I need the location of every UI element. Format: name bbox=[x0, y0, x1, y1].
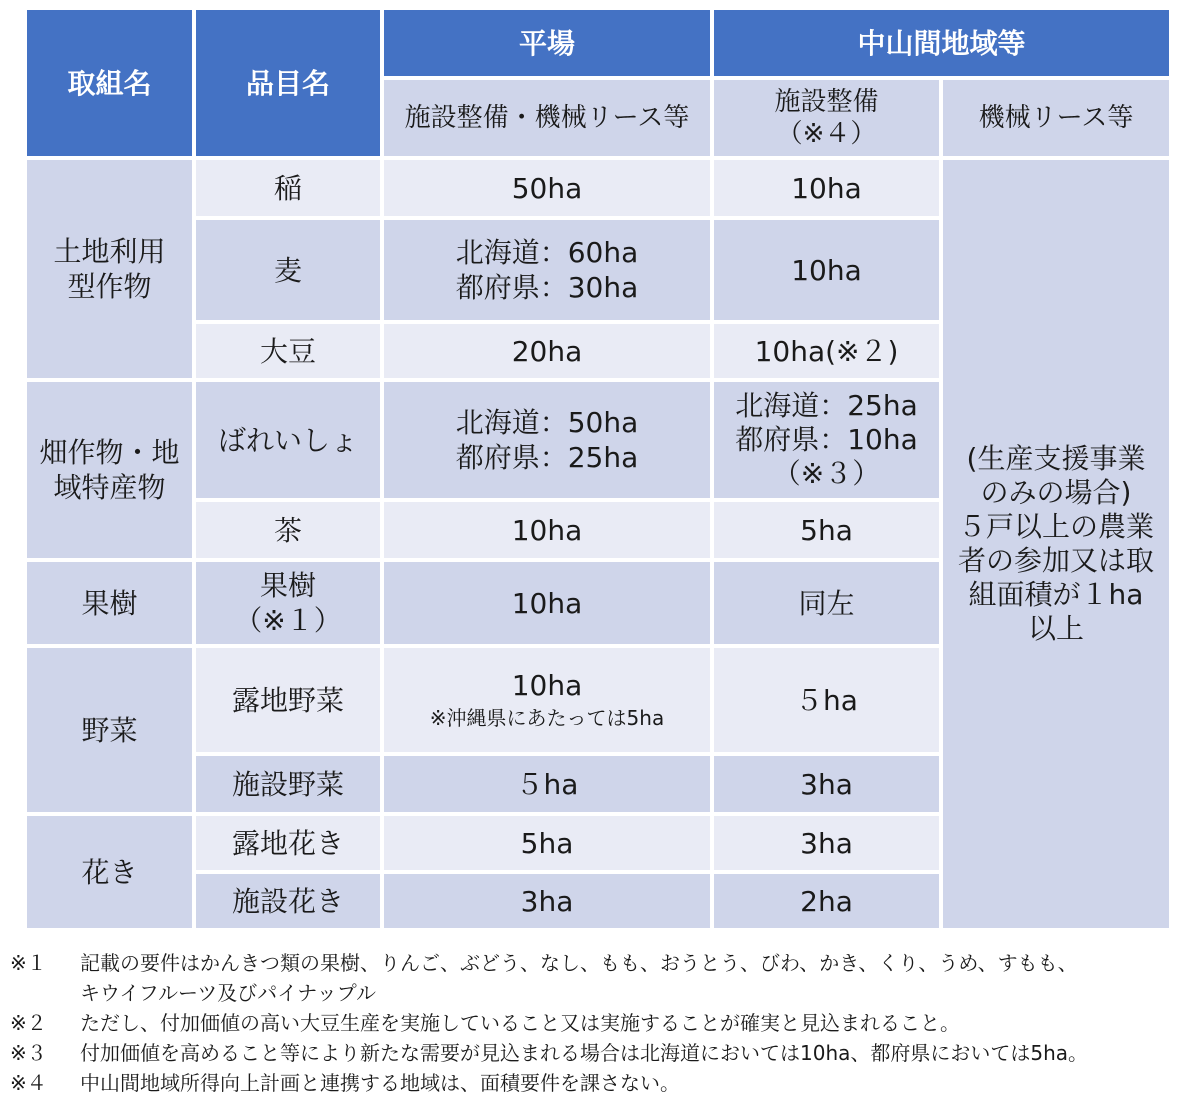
item-label: 稲 bbox=[273, 171, 302, 205]
hiraba-value: 都府県：30ha bbox=[455, 271, 639, 304]
hiraba-value: 3ha bbox=[520, 884, 574, 918]
header-hiraba bbox=[384, 10, 710, 76]
hiraba-value: ５ha bbox=[515, 767, 579, 801]
hiraba-value: 都府県：25ha bbox=[455, 441, 639, 474]
hiraba-cell bbox=[384, 502, 710, 558]
item-cell bbox=[196, 874, 380, 928]
footnote-line: 中山間地域所得向上計画と連携する地域は、面積要件を課さない。 bbox=[80, 1071, 680, 1095]
lease-requirement-line: 以上 bbox=[1027, 612, 1084, 645]
hiraba-value: 20ha bbox=[511, 334, 583, 368]
chusankan-facility-cell bbox=[714, 220, 939, 320]
chusankan-facility-value: 都府県：10ha bbox=[735, 423, 918, 456]
hiraba-cell bbox=[384, 220, 710, 320]
chusankan-facility-cell bbox=[714, 502, 939, 558]
footnotes bbox=[10, 948, 1190, 1098]
hiraba-cell bbox=[384, 382, 710, 498]
footnote-text bbox=[80, 1068, 680, 1098]
item-label: 果樹 bbox=[259, 569, 316, 602]
hiraba-cell bbox=[384, 160, 710, 216]
footnote-2 bbox=[10, 1008, 1190, 1038]
category-cell bbox=[27, 562, 192, 644]
chusankan-facility-value: 3ha bbox=[800, 826, 853, 860]
chusankan-facility-value: 北海道：25ha bbox=[735, 389, 918, 422]
hiraba-cell bbox=[384, 648, 710, 752]
category-label: 畑作物・地 bbox=[39, 436, 180, 469]
item-cell bbox=[196, 562, 380, 644]
chusankan-facility-value: 5ha bbox=[800, 513, 853, 547]
header-hinmoku bbox=[196, 10, 380, 156]
category-cell bbox=[27, 382, 192, 558]
item-cell bbox=[196, 220, 380, 320]
header-torikumi-label: 取組名 bbox=[67, 66, 152, 100]
footnote-mark: ※３ bbox=[10, 1041, 47, 1065]
item-label: 露地野菜 bbox=[231, 683, 344, 717]
category-cell bbox=[27, 160, 192, 378]
item-label: 茶 bbox=[273, 513, 302, 547]
hiraba-value: 10ha bbox=[511, 668, 583, 702]
hiraba-cell bbox=[384, 756, 710, 812]
hiraba-value: 北海道：50ha bbox=[455, 406, 639, 439]
chusankan-facility-cell bbox=[714, 562, 939, 644]
category-cell bbox=[27, 648, 192, 812]
header-chusankan-label: 中山間地域等 bbox=[857, 26, 1026, 60]
footnote-line: 付加価値を高めること等により新たな需要が見込まれる場合は北海道においては10ha、都府県においては5ha。 bbox=[80, 1041, 1089, 1065]
lease-requirement-line: のみの場合) bbox=[980, 476, 1132, 509]
subheader-chusankan-facility-note: （※４） bbox=[776, 119, 877, 149]
chusankan-facility-value: 同左 bbox=[798, 586, 855, 620]
footnote-line: 記載の要件はかんきつ類の果樹、りんご、ぶどう、なし、もも、おうとう、びわ、かき、くり、うめ、すもも、 bbox=[80, 951, 1078, 975]
footnote-text bbox=[80, 1008, 960, 1038]
item-label: 施設野菜 bbox=[231, 767, 344, 801]
category-label: 花き bbox=[81, 855, 138, 889]
hiraba-cell bbox=[384, 816, 710, 870]
footnote-3 bbox=[10, 1038, 1190, 1068]
item-note: （※１） bbox=[234, 604, 342, 637]
hiraba-value: 5ha bbox=[520, 826, 574, 860]
subheader-hiraba-label: 施設整備・機械リース等 bbox=[404, 103, 690, 133]
header-hiraba-label: 平場 bbox=[518, 26, 575, 60]
footnote-mark: ※２ bbox=[10, 1011, 47, 1035]
category-label: 果樹 bbox=[81, 586, 138, 620]
item-label: 露地花き bbox=[231, 826, 344, 860]
chusankan-facility-cell bbox=[714, 160, 939, 216]
chusankan-facility-value: 10ha bbox=[791, 253, 862, 287]
category-cell bbox=[27, 816, 192, 928]
hiraba-cell bbox=[384, 874, 710, 928]
chusankan-lease-requirement-cell bbox=[943, 160, 1169, 928]
item-cell bbox=[196, 816, 380, 870]
subheader-chusankan-lease-label: 機械リース等 bbox=[978, 103, 1134, 133]
hiraba-value: 北海道：60ha bbox=[455, 236, 639, 269]
footnote-line: ただし、付加価値の高い大豆生産を実施していること又は実施することが確実と見込まれること。 bbox=[80, 1011, 960, 1035]
requirements-table bbox=[27, 10, 1169, 928]
lease-requirement-line: 者の参加又は取 bbox=[957, 544, 1154, 577]
item-label: ばれいしょ bbox=[217, 423, 358, 457]
chusankan-facility-cell bbox=[714, 816, 939, 870]
chusankan-facility-cell bbox=[714, 756, 939, 812]
category-label: 域特産物 bbox=[53, 471, 166, 504]
lease-requirement-line: ５戸以上の農業 bbox=[957, 510, 1154, 543]
hiraba-value: 50ha bbox=[511, 171, 583, 205]
lease-requirement-line: (生産支援事業 bbox=[966, 442, 1146, 475]
item-cell bbox=[196, 324, 380, 378]
footnote-mark: ※４ bbox=[10, 1071, 47, 1095]
hiraba-note: ※沖縄県にあたっては5ha bbox=[429, 705, 665, 730]
header-hinmoku-label: 品目名 bbox=[245, 66, 330, 100]
footnote-4 bbox=[10, 1068, 1190, 1098]
category-label: 野菜 bbox=[81, 713, 138, 747]
chusankan-facility-note: （※３） bbox=[772, 457, 881, 490]
category-label: 土地利用 bbox=[53, 235, 166, 268]
header-chusankan bbox=[714, 10, 1169, 76]
hiraba-value: 10ha bbox=[511, 513, 583, 547]
chusankan-facility-value: 2ha bbox=[800, 884, 853, 918]
subheader-chusankan-facility-label: 施設整備 bbox=[774, 87, 879, 117]
chusankan-facility-value: 3ha bbox=[800, 767, 853, 801]
hiraba-value: 10ha bbox=[511, 586, 583, 620]
chusankan-facility-value: ５ha bbox=[795, 683, 858, 717]
item-cell bbox=[196, 756, 380, 812]
hiraba-cell bbox=[384, 324, 710, 378]
item-cell bbox=[196, 382, 380, 498]
subheader-chusankan-facility bbox=[714, 80, 939, 156]
footnote-line: キウイフルーツ及びパイナップル bbox=[80, 981, 376, 1005]
header-torikumi bbox=[27, 10, 192, 156]
chusankan-facility-value: 10ha bbox=[791, 171, 862, 205]
lease-requirement-line: 組面積が１ha bbox=[968, 578, 1144, 611]
item-cell bbox=[196, 502, 380, 558]
chusankan-facility-cell bbox=[714, 874, 939, 928]
item-label: 施設花き bbox=[231, 884, 344, 918]
item-label: 大豆 bbox=[259, 334, 316, 368]
subheader-chusankan-lease bbox=[943, 80, 1169, 156]
subheader-hiraba bbox=[384, 80, 710, 156]
footnote-1 bbox=[10, 948, 1190, 1008]
item-cell bbox=[196, 648, 380, 752]
footnote-mark: ※１ bbox=[10, 951, 47, 975]
chusankan-facility-cell bbox=[714, 324, 939, 378]
category-label: 型作物 bbox=[67, 270, 152, 303]
chusankan-facility-cell bbox=[714, 382, 939, 498]
item-label: 麦 bbox=[273, 253, 302, 287]
chusankan-facility-value: 10ha(※２) bbox=[754, 334, 899, 368]
footnote-text bbox=[80, 948, 1078, 1008]
item-cell bbox=[196, 160, 380, 216]
hiraba-cell bbox=[384, 562, 710, 644]
footnote-text bbox=[80, 1038, 1088, 1068]
chusankan-facility-cell bbox=[714, 648, 939, 752]
